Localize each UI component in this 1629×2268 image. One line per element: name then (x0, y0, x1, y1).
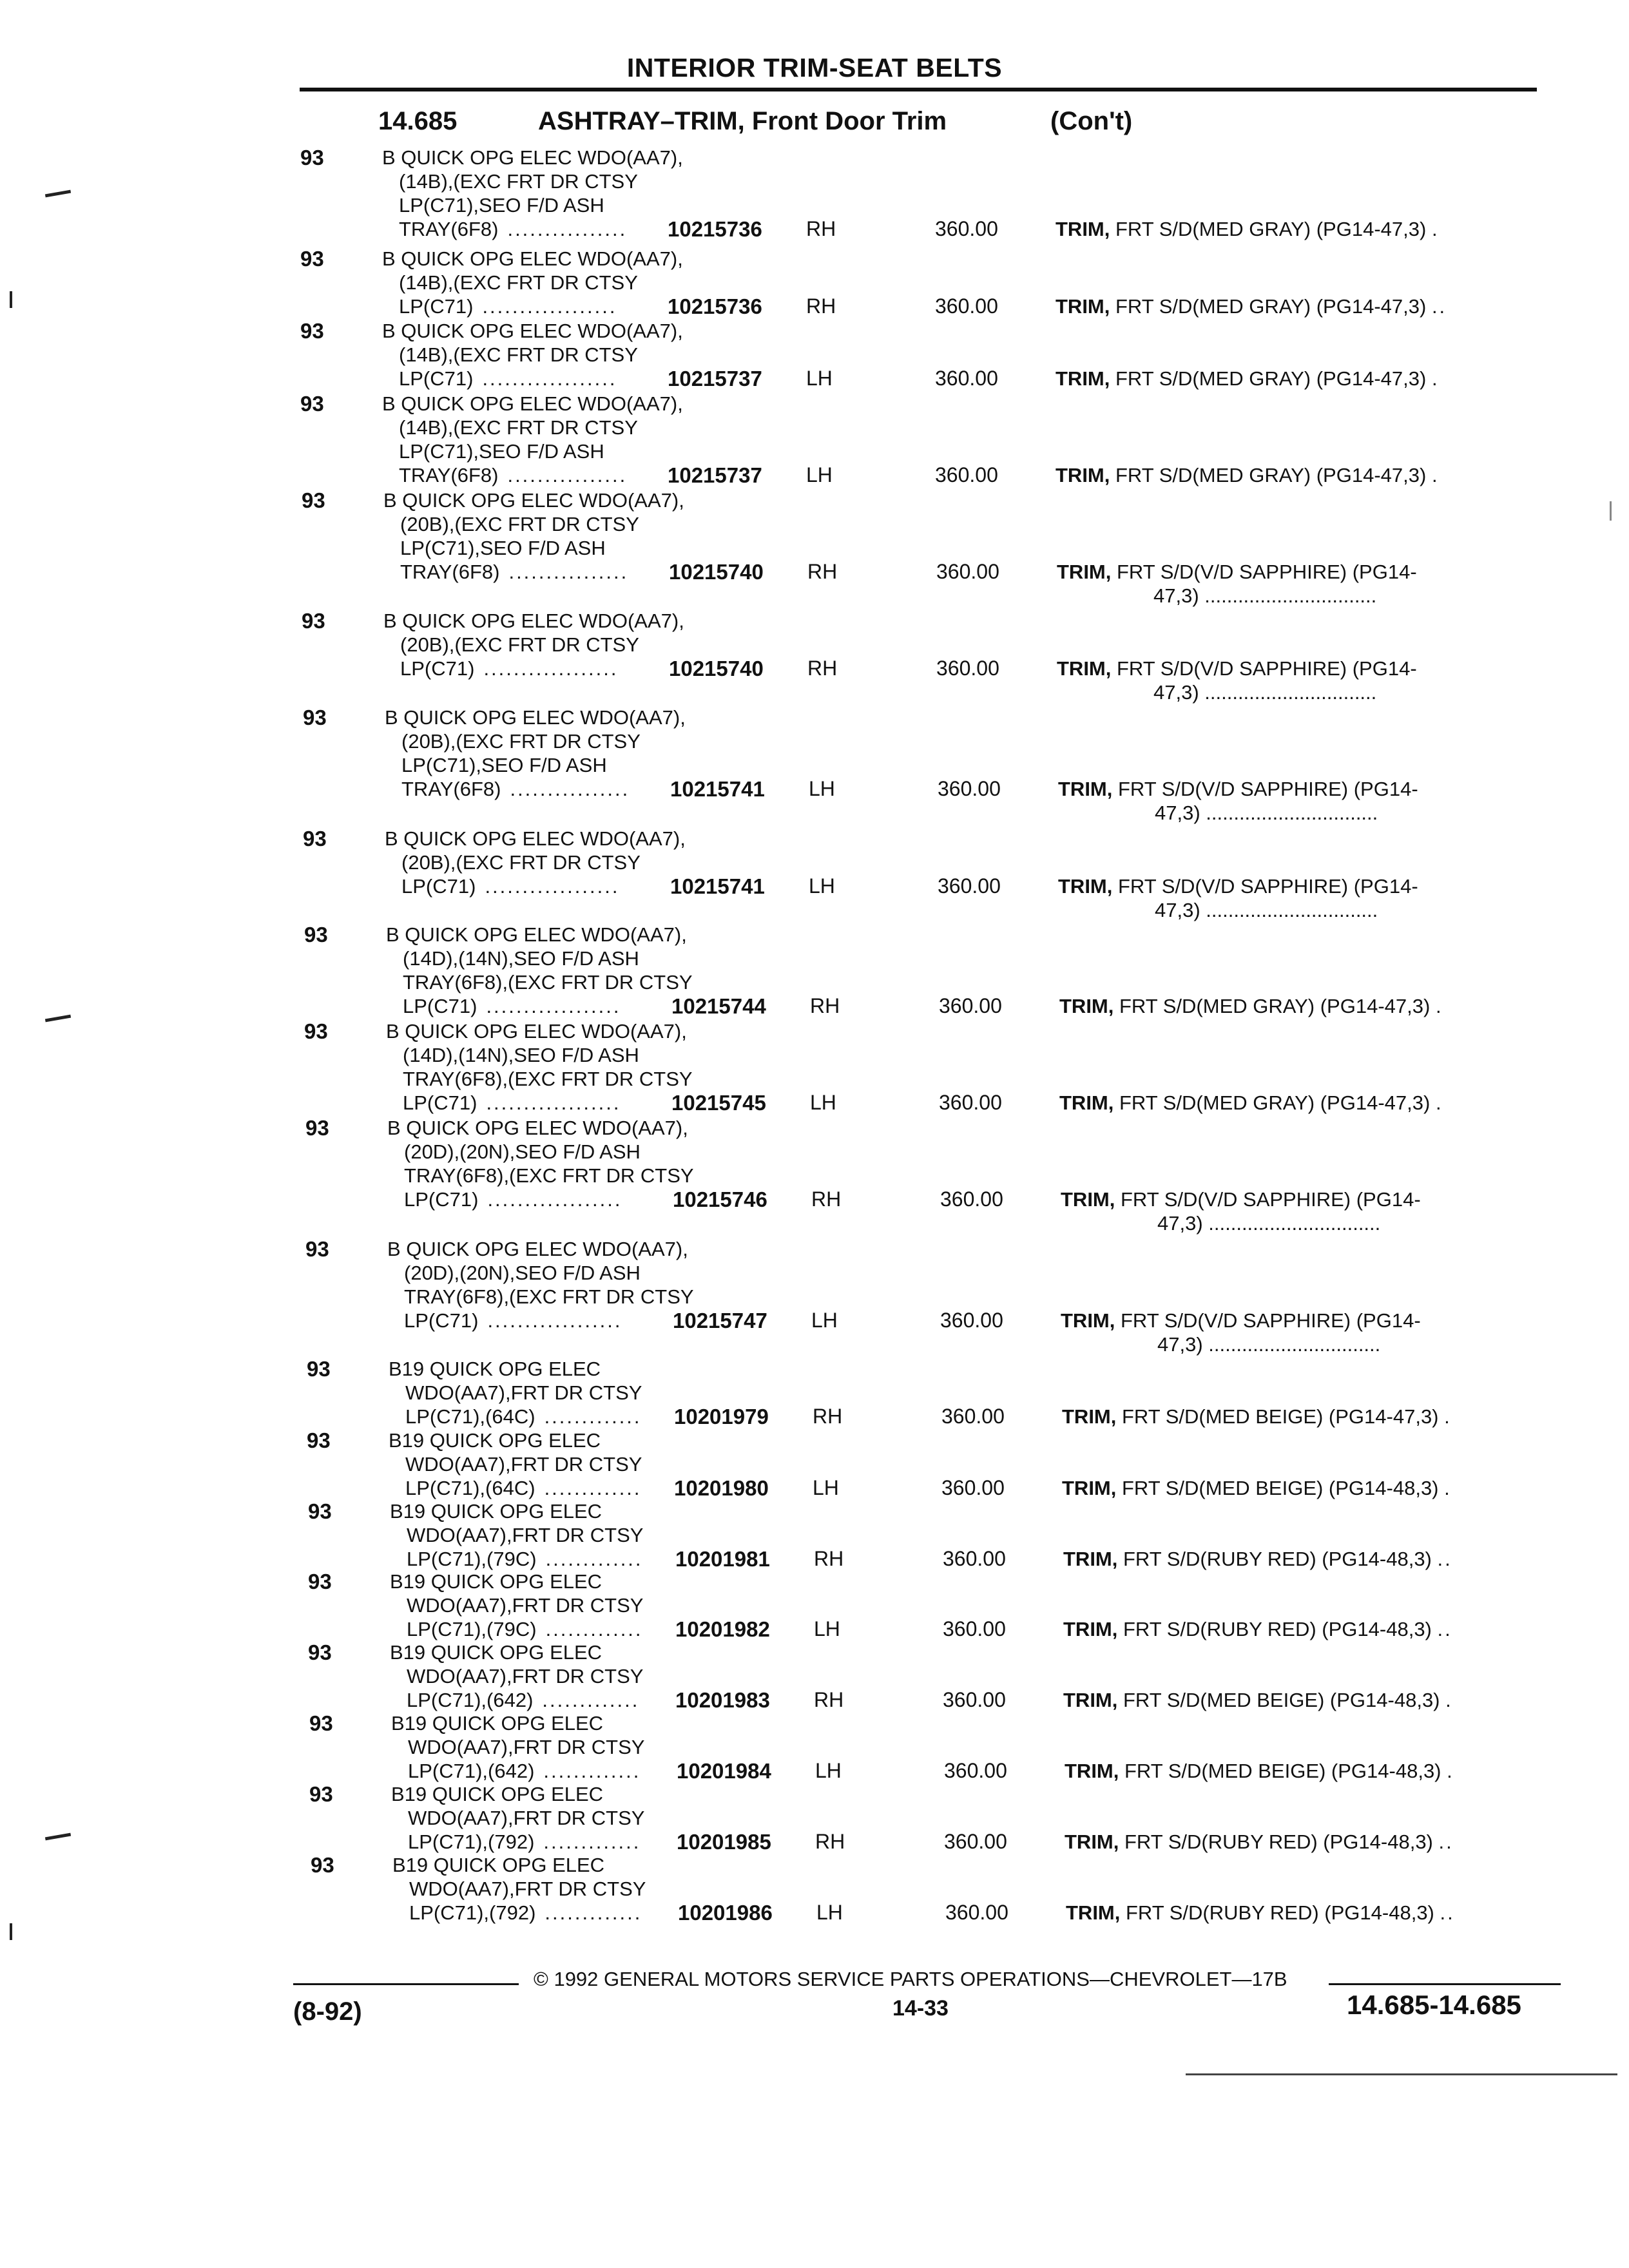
side-designation: LH (806, 463, 833, 486)
leader-dots: .................. (486, 995, 621, 1017)
side-designation: LH (811, 1309, 838, 1332)
part-description (390, 1570, 643, 1641)
remark (1055, 463, 1440, 487)
description-line: TRAY(6F8),(EXC FRT DR CTSY (404, 1164, 694, 1187)
figure-number: 93 (304, 923, 328, 947)
description-line: B19 QUICK OPG ELEC (390, 1570, 602, 1593)
side-designation: RH (814, 1547, 844, 1570)
section-title: ASHTRAY–TRIM, Front Door Trim (538, 107, 947, 135)
remark (1062, 1405, 1452, 1428)
footer-copyright: © 1992 GENERAL MOTORS SERVICE PARTS OPERATIONS—CHEVROLET—17B (534, 1968, 1287, 1990)
remark-keyword: TRIM, (1061, 1188, 1115, 1211)
price: 360.00 (940, 1187, 1003, 1211)
remark-continuation: 47,3) ............................... (1157, 1212, 1381, 1235)
figure-number: 93 (307, 1428, 331, 1452)
remark (1058, 874, 1418, 922)
section-number: 14.685 (378, 107, 458, 135)
price: 360.00 (943, 1547, 1006, 1570)
price: 360.00 (944, 1830, 1007, 1853)
remark-keyword: TRIM, (1066, 1901, 1121, 1924)
description-line: LP(C71),(79C) (407, 1548, 537, 1570)
price: 360.00 (938, 874, 1001, 898)
page-header: INTERIOR TRIM-SEAT BELTS (626, 53, 1003, 82)
remark-text: FRT S/D(V/D SAPPHIRE) (PG14- (1111, 657, 1417, 680)
part-description (383, 488, 684, 584)
price: 360.00 (944, 1759, 1007, 1782)
leader-dots: ............. (545, 1618, 643, 1640)
description-line: LP(C71),(64C) (405, 1477, 535, 1499)
leader-dots: .................. (483, 657, 619, 680)
description-line: B19 QUICK OPG ELEC (389, 1358, 601, 1380)
side-designation: LH (814, 1617, 840, 1640)
leader-dots: .................. (485, 875, 620, 898)
description-line: WDO(AA7),FRT DR CTSY (408, 1736, 645, 1758)
part-number: 10215741 (670, 777, 765, 801)
part-description (389, 1428, 642, 1500)
description-line: WDO(AA7),FRT DR CTSY (409, 1878, 646, 1900)
price: 360.00 (943, 1617, 1006, 1640)
figure-number: 93 (307, 1357, 331, 1381)
leader-dots: ............. (545, 1548, 643, 1570)
remark-keyword: TRIM, (1062, 1477, 1117, 1499)
leader-dots: . (1444, 1477, 1452, 1499)
price: 360.00 (938, 777, 1001, 800)
description-line: LP(C71),(642) (408, 1760, 535, 1782)
side-designation: LH (813, 1476, 839, 1499)
price: 360.00 (935, 367, 998, 390)
remark (1057, 560, 1417, 608)
leader-dots: .................. (482, 367, 617, 390)
leader-dots: .................. (487, 1188, 622, 1211)
part-number: 10201982 (675, 1617, 770, 1641)
side-designation: RH (813, 1405, 843, 1428)
description-line: WDO(AA7),FRT DR CTSY (407, 1524, 644, 1546)
remark (1059, 1091, 1443, 1115)
description-line: LP(C71) (400, 657, 475, 680)
part-number: 10215736 (668, 294, 762, 318)
leader-dots: ............. (544, 1477, 642, 1499)
description-line: LP(C71),SEO F/D ASH (399, 440, 604, 463)
scan-rule (1186, 2073, 1617, 2075)
part-description (383, 609, 684, 680)
description-line: LP(C71) (403, 1091, 477, 1114)
description-line: B QUICK OPG ELEC WDO(AA7), (382, 247, 683, 270)
part-number: 10215740 (669, 560, 764, 584)
part-number: 10215741 (670, 874, 765, 898)
price: 360.00 (936, 657, 999, 680)
remark (1065, 1830, 1454, 1854)
description-line: (14B),(EXC FRT DR CTSY (399, 416, 638, 439)
edge-mark (10, 1923, 12, 1940)
remark-keyword: TRIM, (1065, 1831, 1119, 1853)
binding-mark (45, 1015, 71, 1023)
side-designation: RH (807, 657, 838, 680)
price: 360.00 (935, 463, 998, 486)
description-line: TRAY(6F8) (401, 778, 501, 800)
description-line: TRAY(6F8) (399, 218, 499, 240)
remark-text: FRT S/D(MED GRAY) (PG14-47,3) (1113, 1091, 1431, 1114)
part-description (387, 1237, 694, 1332)
remark-keyword: TRIM, (1055, 464, 1110, 486)
part-number: 10201979 (674, 1405, 769, 1428)
description-line: WDO(AA7),FRT DR CTSY (405, 1453, 642, 1475)
part-description (391, 1711, 644, 1783)
remark (1058, 777, 1418, 825)
description-line: WDO(AA7),FRT DR CTSY (405, 1381, 642, 1404)
remark-text: FRT S/D(MED GRAY) (PG14-47,3) (1110, 367, 1427, 390)
side-designation: RH (806, 217, 836, 240)
price: 360.00 (941, 1476, 1005, 1499)
remark-keyword: TRIM, (1058, 875, 1113, 898)
price: 360.00 (941, 1405, 1005, 1428)
remark (1061, 1187, 1421, 1235)
remark-text: FRT S/D(MED GRAY) (PG14-47,3) (1113, 995, 1431, 1017)
description-line: TRAY(6F8) (400, 561, 500, 583)
remark-keyword: TRIM, (1063, 1689, 1118, 1711)
part-number: 10215745 (671, 1091, 766, 1115)
description-line: B19 QUICK OPG ELEC (390, 1500, 602, 1523)
part-number: 10215737 (668, 463, 762, 487)
remark-text: FRT S/D(V/D SAPPHIRE) (PG14- (1111, 561, 1417, 583)
remark-text: FRT S/D(V/D SAPPHIRE) (PG14- (1115, 1188, 1421, 1211)
part-number: 10201985 (677, 1830, 771, 1854)
price: 360.00 (939, 994, 1002, 1017)
part-description (385, 706, 686, 801)
description-line: B QUICK OPG ELEC WDO(AA7), (387, 1238, 688, 1260)
part-number: 10215747 (673, 1309, 767, 1332)
leader-dots: .................. (486, 1091, 621, 1114)
leader-dots: ............. (543, 1760, 641, 1782)
remark-keyword: TRIM, (1063, 1548, 1118, 1570)
side-designation: RH (815, 1830, 845, 1853)
figure-number: 93 (300, 319, 324, 343)
binding-mark (45, 190, 71, 198)
leader-dots: .................. (487, 1309, 622, 1332)
leader-dots: .. (1431, 295, 1447, 318)
footer-rule-left (293, 1983, 519, 1985)
description-line: LP(C71),(792) (408, 1831, 535, 1853)
remark-text: FRT S/D(MED GRAY) (PG14-47,3) (1110, 295, 1427, 318)
description-line: LP(C71) (399, 367, 474, 390)
description-line: LP(C71) (404, 1309, 479, 1332)
description-line: WDO(AA7),FRT DR CTSY (407, 1665, 644, 1687)
part-description (382, 247, 683, 318)
binding-mark (45, 1833, 71, 1841)
description-line: TRAY(6F8),(EXC FRT DR CTSY (403, 971, 693, 994)
price: 360.00 (943, 1688, 1006, 1711)
description-line: (14B),(EXC FRT DR CTSY (399, 170, 638, 193)
part-number: 10215737 (668, 367, 762, 390)
description-line: LP(C71) (399, 295, 474, 318)
part-description (389, 1357, 642, 1428)
part-description (382, 319, 683, 390)
remark-continuation: 47,3) ............................... (1153, 681, 1377, 704)
leader-dots: ................ (508, 561, 629, 583)
remark-text: FRT S/D(MED BEIGE) (PG14-47,3) (1116, 1405, 1439, 1428)
part-number: 10201984 (677, 1759, 771, 1783)
leader-dots: . (1431, 464, 1440, 486)
figure-number: 93 (311, 1853, 334, 1877)
description-line: LP(C71),SEO F/D ASH (399, 194, 604, 216)
side-designation: RH (810, 994, 840, 1017)
leader-dots: .. (1440, 1901, 1455, 1924)
price: 360.00 (936, 560, 999, 583)
part-number: 10201986 (678, 1901, 773, 1925)
remark (1066, 1901, 1455, 1925)
description-line: LP(C71) (404, 1188, 479, 1211)
leader-dots: . (1435, 995, 1443, 1017)
footer-rule-right (1329, 1983, 1561, 1985)
description-line: B QUICK OPG ELEC WDO(AA7), (383, 489, 684, 512)
remark-keyword: TRIM, (1057, 561, 1112, 583)
description-line: WDO(AA7),FRT DR CTSY (407, 1594, 644, 1617)
description-line: LP(C71),(642) (407, 1689, 534, 1711)
leader-dots: . (1431, 367, 1440, 390)
figure-number: 93 (300, 247, 324, 271)
leader-dots: ................ (510, 778, 630, 800)
leader-dots: . (1444, 1405, 1452, 1428)
figure-number: 93 (303, 706, 327, 729)
part-description (386, 1019, 693, 1115)
remark (1063, 1617, 1452, 1641)
figure-number: 93 (305, 1116, 329, 1140)
part-description (391, 1782, 644, 1854)
description-line: LP(C71),(64C) (405, 1405, 535, 1428)
description-line: (20B),(EXC FRT DR CTSY (400, 633, 639, 656)
remark-text: FRT S/D(V/D SAPPHIRE) (PG14- (1112, 875, 1418, 898)
leader-dots: .. (1438, 1831, 1454, 1853)
figure-number: 93 (308, 1570, 332, 1593)
price: 360.00 (939, 1091, 1002, 1114)
header-rule (300, 88, 1537, 91)
remark (1055, 217, 1440, 241)
side-designation: RH (811, 1187, 842, 1211)
figure-number: 93 (304, 1019, 328, 1043)
leader-dots: ............. (543, 1831, 641, 1853)
description-line: LP(C71) (401, 875, 476, 898)
side-designation: RH (814, 1688, 844, 1711)
part-description (390, 1640, 643, 1712)
description-line: B QUICK OPG ELEC WDO(AA7), (385, 827, 686, 850)
side-designation: LH (809, 874, 835, 898)
part-description (390, 1499, 643, 1571)
remark-text: FRT S/D(V/D SAPPHIRE) (PG14- (1112, 778, 1418, 800)
remark-keyword: TRIM, (1065, 1760, 1119, 1782)
side-designation: LH (815, 1759, 842, 1782)
remark (1061, 1309, 1421, 1356)
description-line: WDO(AA7),FRT DR CTSY (408, 1807, 645, 1829)
footer-section-range: 14.685-14.685 (1347, 1990, 1521, 2020)
remark (1065, 1759, 1454, 1783)
description-line: B19 QUICK OPG ELEC (389, 1429, 601, 1452)
remark-keyword: TRIM, (1058, 778, 1113, 800)
description-line: (20D),(20N),SEO F/D ASH (404, 1262, 641, 1284)
description-line: LP(C71),(79C) (407, 1618, 537, 1640)
description-line: B QUICK OPG ELEC WDO(AA7), (382, 392, 683, 415)
description-line: B19 QUICK OPG ELEC (392, 1854, 605, 1876)
remark-text: FRT S/D(MED BEIGE) (PG14-48,3) (1116, 1477, 1439, 1499)
remark-text: FRT S/D(RUBY RED) (PG14-48,3) (1119, 1831, 1433, 1853)
description-line: LP(C71),SEO F/D ASH (400, 537, 606, 559)
remark-text: FRT S/D(MED BEIGE) (PG14-48,3) (1117, 1689, 1440, 1711)
description-line: TRAY(6F8),(EXC FRT DR CTSY (404, 1285, 694, 1308)
part-number: 10215744 (671, 994, 766, 1018)
description-line: (14B),(EXC FRT DR CTSY (399, 343, 638, 366)
remark-keyword: TRIM, (1061, 1309, 1115, 1332)
leader-dots: ............. (544, 1405, 642, 1428)
side-designation: LH (809, 777, 835, 800)
leader-dots: ................ (507, 464, 628, 486)
remark-keyword: TRIM, (1055, 367, 1110, 390)
part-number: 10215746 (673, 1187, 767, 1211)
description-line: (14B),(EXC FRT DR CTSY (399, 271, 638, 294)
description-line: TRAY(6F8),(EXC FRT DR CTSY (403, 1068, 693, 1090)
description-line: LP(C71),(792) (409, 1901, 536, 1924)
description-line: B19 QUICK OPG ELEC (390, 1641, 602, 1664)
description-line: (20B),(EXC FRT DR CTSY (400, 513, 639, 535)
description-line: B QUICK OPG ELEC WDO(AA7), (382, 320, 683, 342)
remark-continuation: 47,3) ............................... (1155, 802, 1378, 824)
figure-number: 93 (308, 1640, 332, 1664)
leader-dots: ............. (542, 1689, 640, 1711)
remark (1059, 994, 1443, 1018)
description-line: B QUICK OPG ELEC WDO(AA7), (387, 1117, 688, 1139)
part-description (382, 146, 683, 241)
leader-dots: .. (1437, 1618, 1452, 1640)
remark (1055, 294, 1447, 318)
description-line: (14D),(14N),SEO F/D ASH (403, 947, 639, 970)
description-line: B QUICK OPG ELEC WDO(AA7), (386, 1020, 687, 1043)
leader-dots: ............. (545, 1901, 642, 1924)
figure-number: 93 (300, 146, 324, 169)
part-description (392, 1853, 646, 1925)
part-number: 10201983 (675, 1688, 770, 1712)
leader-dots: ................ (507, 218, 628, 240)
part-description (387, 1116, 694, 1211)
description-line: LP(C71),SEO F/D ASH (401, 754, 607, 776)
figure-number: 93 (300, 392, 324, 416)
continued-label: (Con't) (1050, 107, 1133, 135)
figure-number: 93 (305, 1237, 329, 1261)
remark-text: FRT S/D(RUBY RED) (PG14-48,3) (1120, 1901, 1434, 1924)
description-line: B19 QUICK OPG ELEC (391, 1783, 604, 1805)
edge-mark (10, 291, 12, 308)
description-line: B19 QUICK OPG ELEC (391, 1712, 604, 1735)
remark-continuation: 47,3) ............................... (1153, 584, 1377, 607)
description-line: TRAY(6F8) (399, 464, 499, 486)
part-number: 10201981 (675, 1547, 770, 1571)
part-description (386, 923, 693, 1018)
remark-continuation: 47,3) ............................... (1155, 899, 1378, 921)
figure-number: 93 (309, 1711, 333, 1735)
leader-dots: . (1435, 1091, 1443, 1114)
description-line: (20B),(EXC FRT DR CTSY (401, 851, 641, 874)
description-line: (20B),(EXC FRT DR CTSY (401, 730, 641, 753)
remark-keyword: TRIM, (1063, 1618, 1118, 1640)
part-number: 10215736 (668, 217, 762, 241)
remark-text: FRT S/D(RUBY RED) (PG14-48,3) (1117, 1548, 1432, 1570)
remark-text: FRT S/D(RUBY RED) (PG14-48,3) (1117, 1618, 1432, 1640)
description-line: (20D),(20N),SEO F/D ASH (404, 1140, 641, 1163)
figure-number: 93 (303, 827, 327, 850)
remark (1057, 657, 1417, 704)
leader-dots: .. (1437, 1548, 1452, 1570)
side-designation: LH (806, 367, 833, 390)
remark-keyword: TRIM, (1059, 1091, 1114, 1114)
remark-keyword: TRIM, (1057, 657, 1112, 680)
figure-number: 93 (308, 1499, 332, 1523)
figure-number: 93 (309, 1782, 333, 1806)
description-line: B QUICK OPG ELEC WDO(AA7), (383, 610, 684, 632)
remark-text: FRT S/D(V/D SAPPHIRE) (PG14- (1115, 1309, 1421, 1332)
leader-dots: .................. (482, 295, 617, 318)
description-line: B QUICK OPG ELEC WDO(AA7), (385, 706, 686, 729)
price: 360.00 (935, 294, 998, 318)
price: 360.00 (940, 1309, 1003, 1332)
side-designation: RH (806, 294, 836, 318)
part-number: 10201980 (674, 1476, 769, 1500)
leader-dots: . (1447, 1760, 1454, 1782)
side-designation: LH (810, 1091, 836, 1114)
description-line: B QUICK OPG ELEC WDO(AA7), (386, 923, 687, 946)
side-designation: RH (807, 560, 838, 583)
remark-text: FRT S/D(MED GRAY) (PG14-47,3) (1110, 218, 1427, 240)
remark-keyword: TRIM, (1059, 995, 1114, 1017)
remark (1063, 1688, 1453, 1712)
leader-dots: . (1445, 1689, 1453, 1711)
figure-number: 93 (302, 609, 325, 633)
price: 360.00 (935, 217, 998, 240)
part-description (385, 827, 686, 898)
figure-number: 93 (302, 488, 325, 512)
footer-date: (8-92) (293, 1997, 362, 2026)
edge-mark (1610, 501, 1612, 521)
remark-text: FRT S/D(MED BEIGE) (PG14-48,3) (1119, 1760, 1441, 1782)
leader-dots: . (1431, 218, 1440, 240)
part-description (382, 392, 683, 487)
remark-keyword: TRIM, (1062, 1405, 1117, 1428)
part-number: 10215740 (669, 657, 764, 680)
remark-text: FRT S/D(MED GRAY) (PG14-47,3) (1110, 464, 1427, 486)
remark (1062, 1476, 1452, 1500)
remark (1055, 367, 1440, 390)
remark-continuation: 47,3) ............................... (1157, 1333, 1381, 1356)
description-line: LP(C71) (403, 995, 477, 1017)
description-line: (14D),(14N),SEO F/D ASH (403, 1044, 639, 1066)
price: 360.00 (945, 1901, 1008, 1924)
footer-page-number: 14-33 (892, 1996, 949, 2021)
remark-keyword: TRIM, (1055, 295, 1110, 318)
remark-keyword: TRIM, (1055, 218, 1110, 240)
remark (1063, 1547, 1452, 1571)
description-line: B QUICK OPG ELEC WDO(AA7), (382, 146, 683, 169)
side-designation: LH (816, 1901, 843, 1924)
